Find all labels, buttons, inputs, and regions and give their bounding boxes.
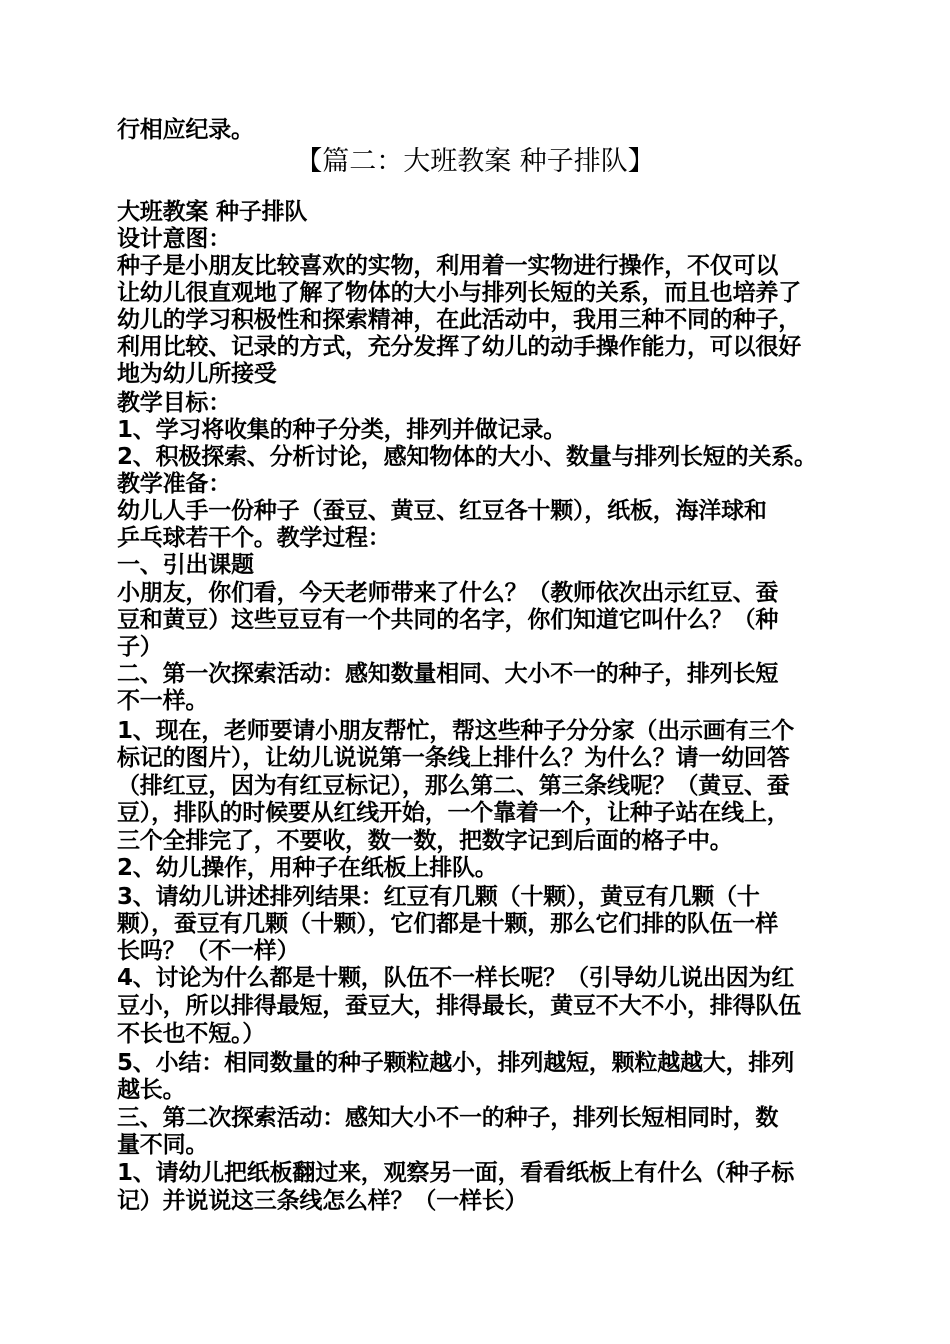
text-line: 教学目标： <box>117 390 232 416</box>
text-line: 三、第二次探索活动：感知大小不一的种子，排列长短相同时，数 <box>117 1105 779 1131</box>
text-line: 不长也不短。） <box>117 1021 266 1047</box>
text-line: 小朋友，你们看，今天老师带来了什么？（教师依次出示红豆、蚕 <box>117 580 779 606</box>
text-line: 越长。 <box>117 1077 186 1103</box>
text-line: 豆），排队的时候要从红线开始，一个靠着一个，让种子站在线上， <box>117 800 790 826</box>
section-heading: 【篇二：大班教案 种子排队】 <box>295 146 655 177</box>
lead-line: 行相应纪录。 <box>117 117 254 143</box>
text-line: （排红豆，因为有红豆标记），那么第二、第三条线呢？（黄豆、蚕 <box>117 773 790 799</box>
text-line: 1、现在，老师要请小朋友帮忙，帮这些种子分分家（出示画有三个 <box>117 718 795 744</box>
text-line: 5、小结：相同数量的种子颗粒越小，排列越短，颗粒越越大，排列 <box>117 1050 795 1076</box>
text-line: 2、幼儿操作，用种子在纸板上排队。 <box>117 855 498 881</box>
text-line: 让幼儿很直观地了解了物体的大小与排列长短的关系，而且也培养了 <box>117 280 802 306</box>
text-line: 利用比较、记录的方式，充分发挥了幼儿的动手操作能力，可以很好 <box>117 334 802 360</box>
text-line: 三个全排完了，不要收，数一数，把数字记到后面的格子中。 <box>117 828 733 854</box>
text-line: 一、引出课题 <box>117 552 254 578</box>
text-line: 幼儿的学习积极性和探索精神，在此活动中，我用三种不同的种子， <box>117 307 802 333</box>
text-line: 1、学习将收集的种子分类，排列并做记录。 <box>117 417 567 443</box>
text-line: 教学准备： <box>117 471 232 497</box>
text-line: 1、请幼儿把纸板翻过来，观察另一面，看看纸板上有什么（种子标 <box>117 1160 795 1186</box>
text-line: 幼儿人手一份种子（蚕豆、黄豆、红豆各十颗），纸板，海洋球和 <box>117 498 767 524</box>
text-line: 大班教案 种子排队 <box>117 199 308 225</box>
text-line: 4、讨论为什么都是十颗，队伍不一样长呢？（引导幼儿说出因为红 <box>117 965 795 991</box>
text-line: 记）并说说这三条线怎么样？（一样长） <box>117 1188 528 1214</box>
text-line: 豆小，所以排得最短，蚕豆大，排得最长，黄豆不大不小，排得队伍 <box>117 993 802 1019</box>
text-line: 种子是小朋友比较喜欢的实物，利用着一实物进行操作，不仅可以 <box>117 253 779 279</box>
text-line: 地为幼儿所接受 <box>117 361 277 387</box>
text-line: 不一样。 <box>117 688 209 714</box>
text-line: 标记的图片），让幼儿说说第一条线上排什么？为什么？请一幼回答 <box>117 745 790 771</box>
text-line: 二、第一次探索活动：感知数量相同、大小不一的种子，排列长短 <box>117 661 779 687</box>
text-line: 2、积极探索、分析讨论，感知物体的大小、数量与排列长短的关系。 <box>117 444 817 470</box>
text-line: 豆和黄豆）这些豆豆有一个共同的名字，你们知道它叫什么？（种 <box>117 607 779 633</box>
text-line: 乒乓球若干个。教学过程： <box>117 525 391 551</box>
text-line: 量不同。 <box>117 1132 209 1158</box>
text-line: 3、请幼儿讲述排列结果：红豆有几颗（十颗），黄豆有几颗（十 <box>117 884 760 910</box>
text-line: 颗），蚕豆有几颗（十颗），它们都是十颗，那么它们排的队伍一样 <box>117 911 779 937</box>
text-line: 设计意图： <box>117 226 232 252</box>
text-line: 子） <box>117 634 163 660</box>
text-line: 长吗？（不一样） <box>117 938 300 964</box>
